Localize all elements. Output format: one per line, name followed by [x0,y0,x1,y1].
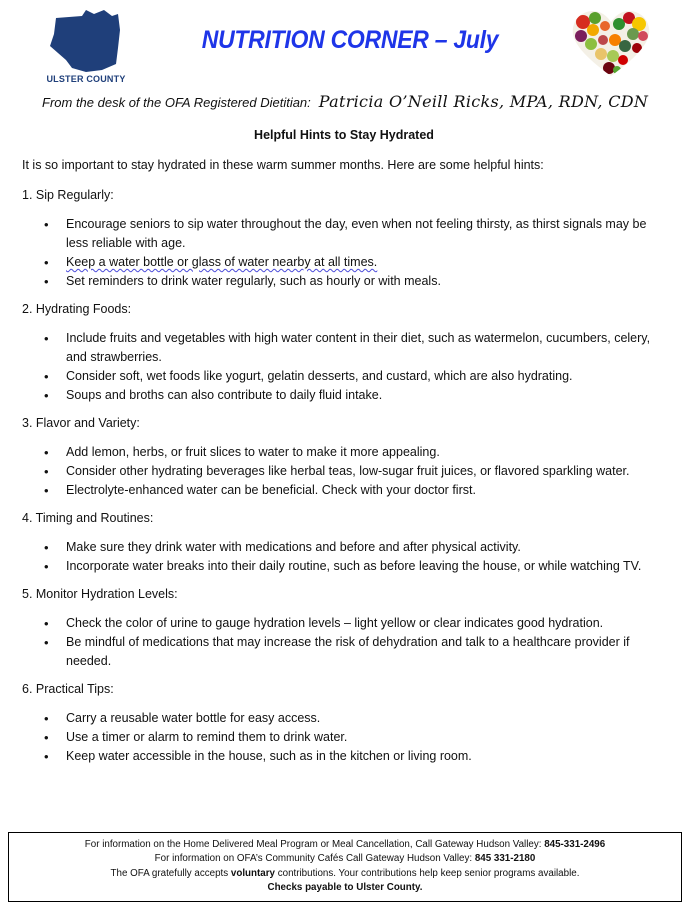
vegetable-heart-icon [571,10,651,78]
bullet-list [22,614,672,671]
bullet-list [22,329,672,405]
footer-line-contributions [9,867,681,881]
section-title: 1. Sip Regularly: [22,188,114,202]
bullet-item: • Make sure they drink water with medications and before and after physical activity. [22,538,672,557]
meal-phone-number: 845-331-2496 [544,839,606,850]
dietitian-signature: Patricia O’Neill Ricks, MPA, RDN, CDN [318,92,649,111]
bullet-item: • Use a timer or alarm to remind them to drink water. [22,728,672,747]
county-map-icon [46,8,126,74]
bullet-list [22,215,672,291]
bullet-text: Keep a water bottle or glass of water nearby at all times. [66,255,378,269]
bullet-item: • Set reminders to drink water regularly, such as hourly or with meals. [22,272,672,291]
checks-payable-text: Checks payable to Ulster County. [267,881,423,893]
bullet-list [22,709,672,766]
bullet-item: • Consider soft, wet foods like yogurt, gelatin desserts, and custard, which are also hydrating. [22,367,672,386]
footer-info-box [8,832,682,902]
bullet-item: • Keep water accessible in the house, such as in the kitchen or living room. [22,747,672,766]
section-title: 2. Hydrating Foods: [22,302,132,316]
bullet-item: • Soups and broths can also contribute to daily fluid intake. [22,386,672,405]
byline [42,92,682,111]
bullet-item: • Be mindful of medications that may increase the risk of dehydration and talk to a healthcare provider if needed. [22,633,672,671]
footer-line-meals [9,838,681,852]
article-body [22,156,672,775]
footer-line-checks [9,881,681,895]
article-intro: It is so important to stay hydrated in these warm summer months. Here are some helpful hints: [22,158,544,172]
cafe-phone-number: 845 331-2180 [474,853,536,865]
section-title: 5. Monitor Hydration Levels: [22,587,178,601]
footer-text: contributions. Your contributions help keep senior programs available. [275,867,580,879]
footer-text: For information on OFA’s Community Cafés Call Gateway Hudson Valley: [154,853,475,865]
section-title: 4. Timing and Routines: [22,511,154,525]
bullet-item: • Encourage seniors to sip water throughout the day, even when not feeling thirsty, as thirst signals may be less reliable with age. [22,215,672,253]
logo-text: ULSTER COUNTY [46,74,126,84]
ulster-county-logo [46,8,126,88]
section-title: 6. Practical Tips: [22,682,114,696]
section-title: 3. Flavor and Variety: [22,416,140,430]
article-heading: Helpful Hints to Stay Hydrated [254,128,434,142]
footer-text: The OFA gratefully accepts [110,867,231,879]
voluntary-text: voluntary [230,867,275,879]
bullet-item: • Add lemon, herbs, or fruit slices to water to make it more appealing. [22,443,672,462]
bullet-item: • Check the color of urine to gauge hydration levels – light yellow or clear indicates good hydration. [22,614,672,633]
bullet-list [22,538,672,576]
bullet-item: • Incorporate water breaks into their daily routine, such as before leaving the house, or while watching TV. [22,557,672,576]
page-title: NUTRITION CORNER – July [201,26,499,54]
byline-prefix: From the desk of the OFA Registered Dietitian: [42,95,311,110]
bullet-item: • Carry a reusable water bottle for easy access. [22,709,672,728]
bullet-item: • Consider other hydrating beverages like herbal teas, low-sugar fruit juices, or flavored sparkling water. [22,462,672,481]
bullet-item: • Include fruits and vegetables with high water content in their diet, such as watermelon, cucumbers, celery, and strawberries. [22,329,672,367]
bullet-item [22,253,672,272]
bullet-list [22,443,672,500]
footer-text: For information on the Home Delivered Meal Program or Meal Cancellation, Call Gateway Hudson Valley: [84,839,545,850]
bullet-item: • Electrolyte-enhanced water can be beneficial. Check with your doctor first. [22,481,672,500]
footer-line-cafes [9,852,681,866]
